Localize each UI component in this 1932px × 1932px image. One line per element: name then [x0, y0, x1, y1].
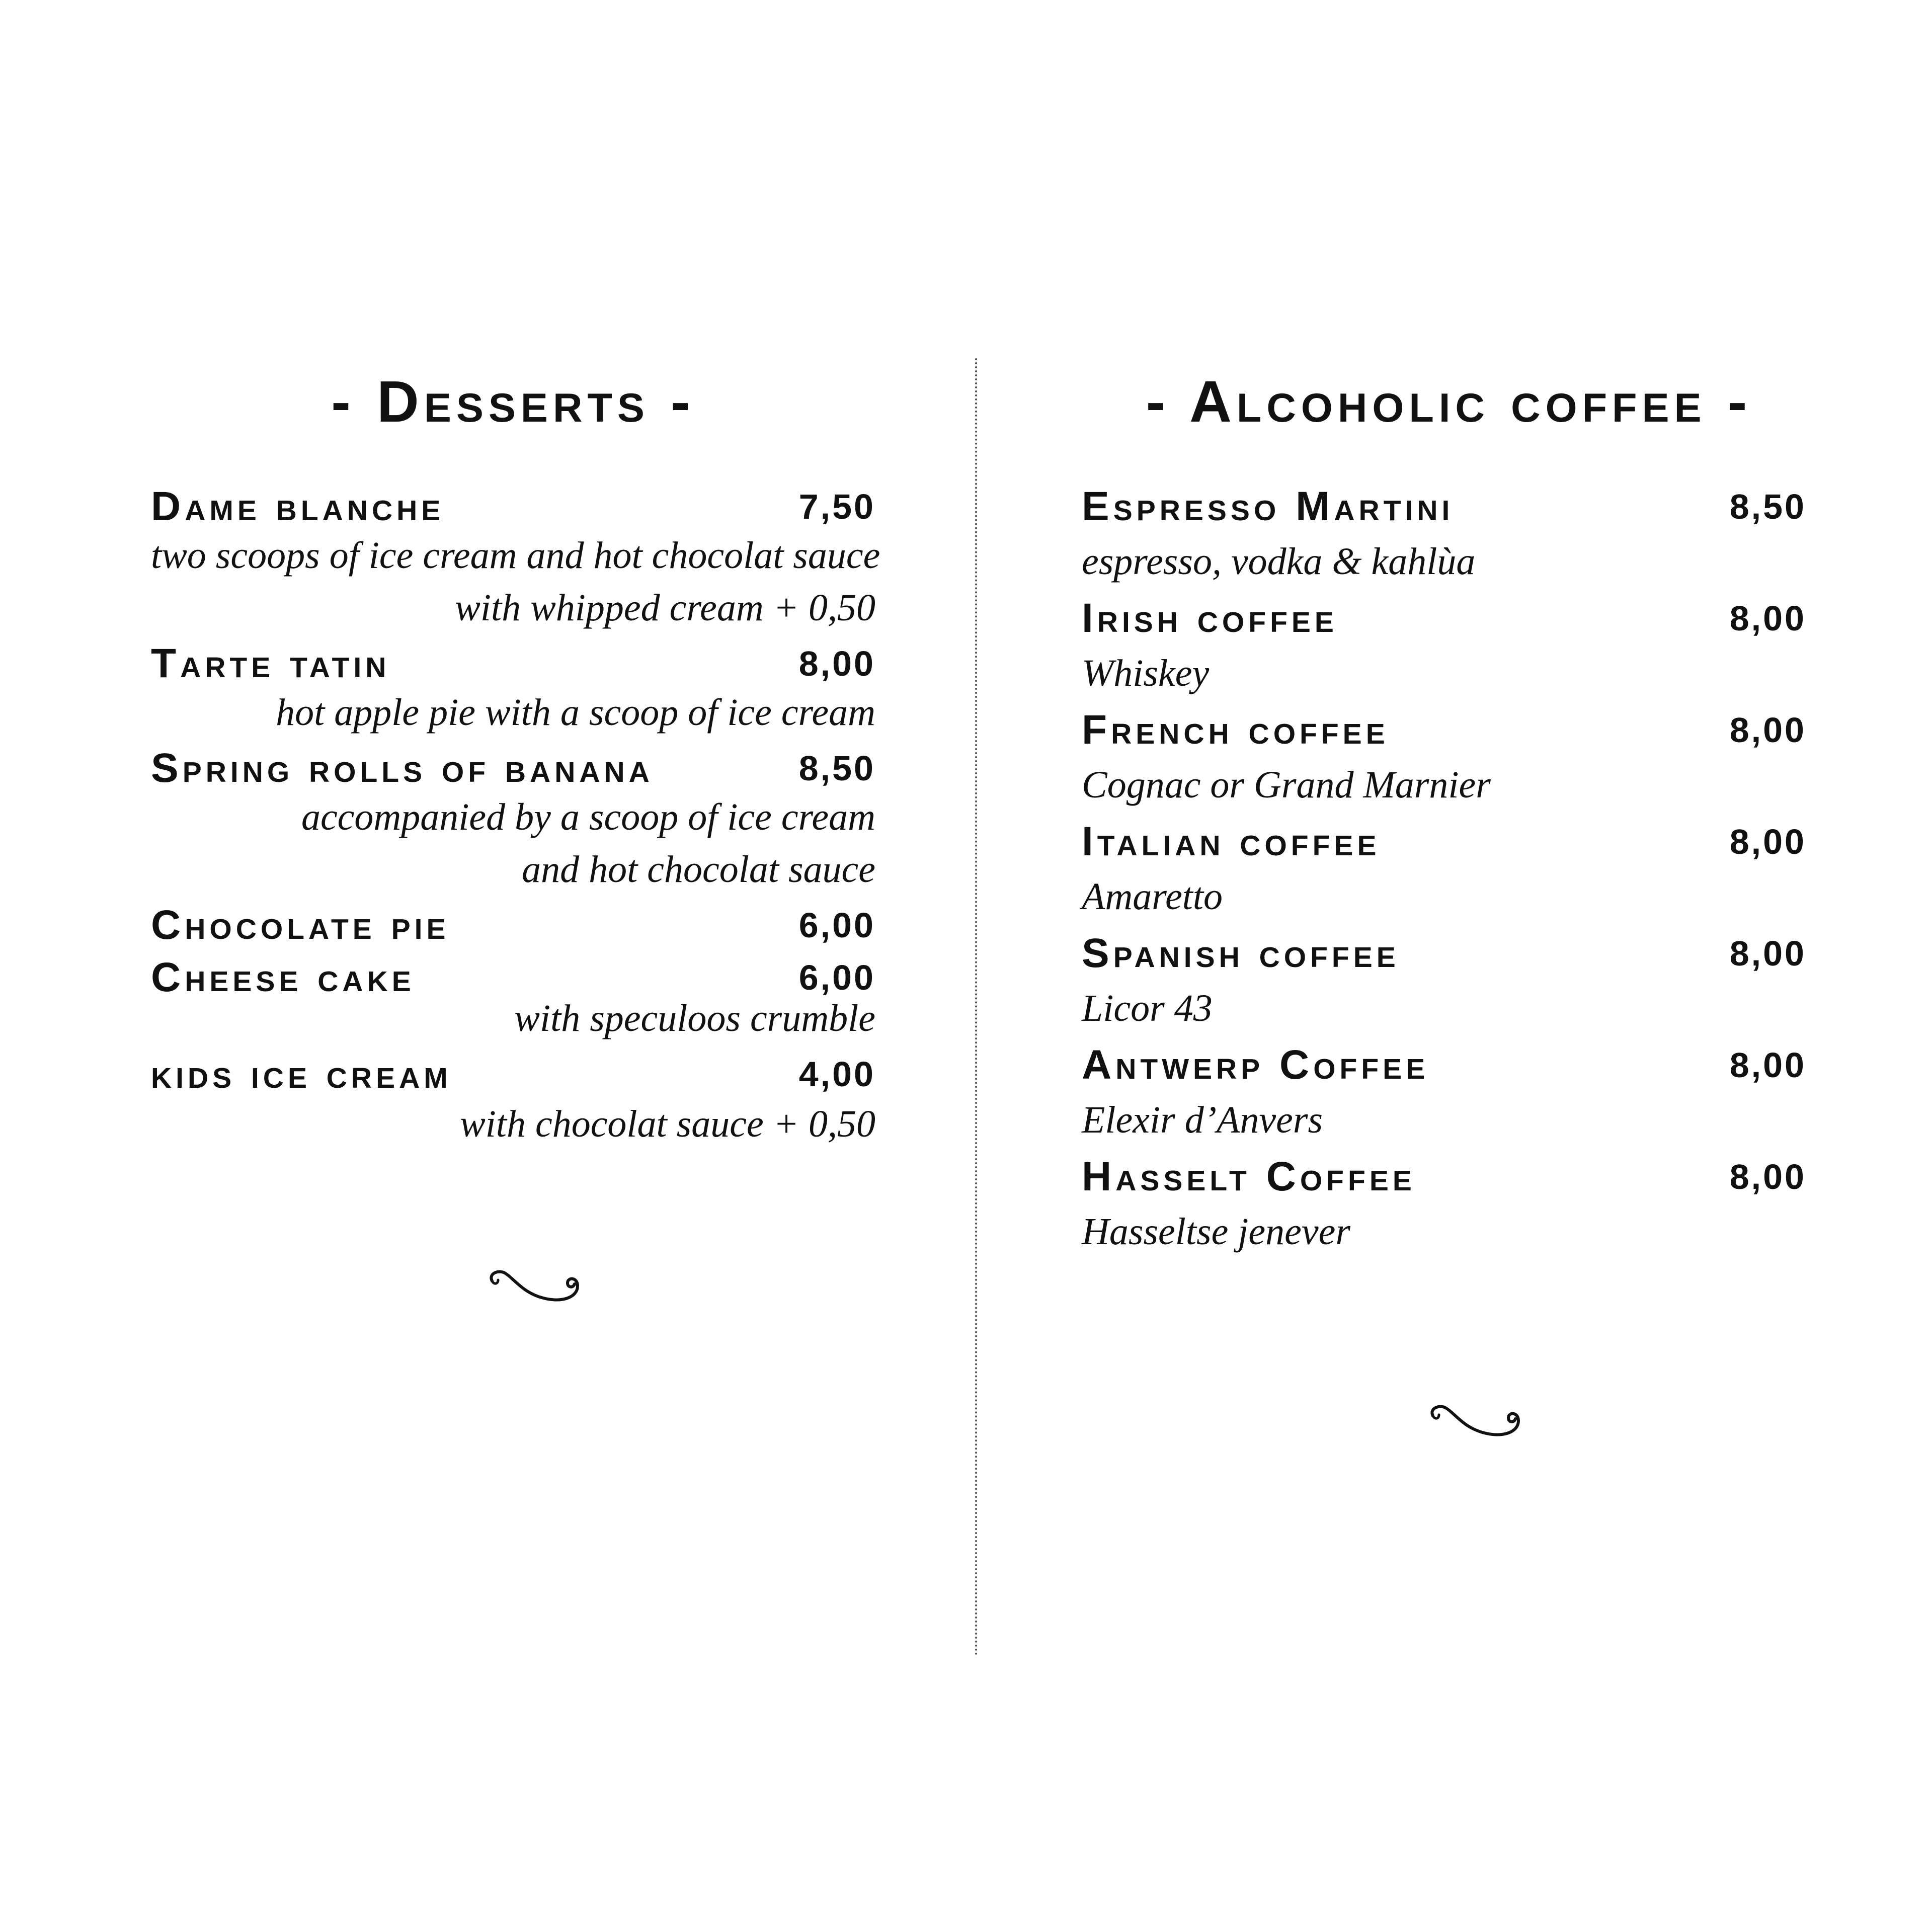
menu-item-price: 6,00 [798, 958, 875, 997]
menu-item-name: French coffee [1082, 707, 1389, 753]
menu-item-description: and hot chocolat sauce [522, 848, 875, 891]
desserts-heading: - Desserts - [331, 369, 695, 434]
swash-ornament-icon [483, 1262, 589, 1307]
menu-item-description: Hasseltse jenever [1082, 1211, 1350, 1253]
menu-item-price: 8,00 [1729, 1157, 1806, 1196]
menu-item-name: Espresso Martini [1082, 484, 1454, 529]
menu-item-name: Hasselt Coffee [1082, 1154, 1416, 1199]
menu-item-price: 8,00 [1729, 934, 1806, 973]
menu-item-description: with speculoos crumble [514, 997, 875, 1039]
menu-item-price: 7,50 [798, 487, 875, 526]
menu-item-name: Italian coffee [1082, 819, 1381, 864]
menu-item-price: 8,00 [1729, 599, 1806, 638]
menu-item-name: Cheese cake [151, 954, 415, 1000]
menu-item-description: accompanied by a scoop of ice cream [301, 796, 875, 838]
menu-item-description: Amaretto [1082, 875, 1223, 918]
alcoholic-coffee-heading: - Alcoholic coffee - [1146, 369, 1752, 434]
menu-item-description: Whiskey [1082, 652, 1210, 694]
menu-item-name: Dame blanche [151, 484, 445, 529]
menu-item-name: Spring rolls of banana [151, 745, 654, 791]
menu-item-price: 8,00 [1729, 822, 1806, 861]
menu-item-name: Tarte tatin [151, 640, 390, 686]
menu-item-description: with chocolat sauce + 0,50 [460, 1103, 875, 1145]
menu-item-price: 8,00 [1729, 710, 1806, 750]
menu-item-name: kids ice cream [151, 1051, 452, 1097]
menu-item-name: Antwerp Coffee [1082, 1042, 1429, 1088]
menu-item-description: Elexir d’Anvers [1082, 1099, 1323, 1141]
menu-item-name: Spanish coffee [1082, 930, 1400, 976]
menu-item-price: 8,50 [1729, 487, 1806, 526]
menu-item-name: Irish coffee [1082, 595, 1338, 641]
menu-item-price: 6,00 [798, 906, 875, 945]
menu-item-name: Chocolate pie [151, 902, 450, 948]
menu-item-description: espresso, vodka & kahlùa [1082, 540, 1476, 583]
menu-item-description: hot apple pie with a scoop of ice cream [276, 691, 875, 734]
menu-item-description: with whipped cream + 0,50 [455, 587, 875, 629]
column-divider [975, 358, 977, 1656]
menu-item-price: 8,00 [798, 644, 875, 683]
menu-item-price: 8,00 [1729, 1045, 1806, 1085]
menu-item-description: Licor 43 [1082, 987, 1213, 1029]
menu-item-price: 8,50 [798, 749, 875, 788]
menu-item-description: Cognac or Grand Marnier [1082, 764, 1491, 806]
menu-item-price: 4,00 [798, 1055, 875, 1094]
menu-item-description: two scoops of ice cream and hot chocolat sauce [151, 534, 880, 577]
swash-ornament-icon [1424, 1397, 1530, 1442]
